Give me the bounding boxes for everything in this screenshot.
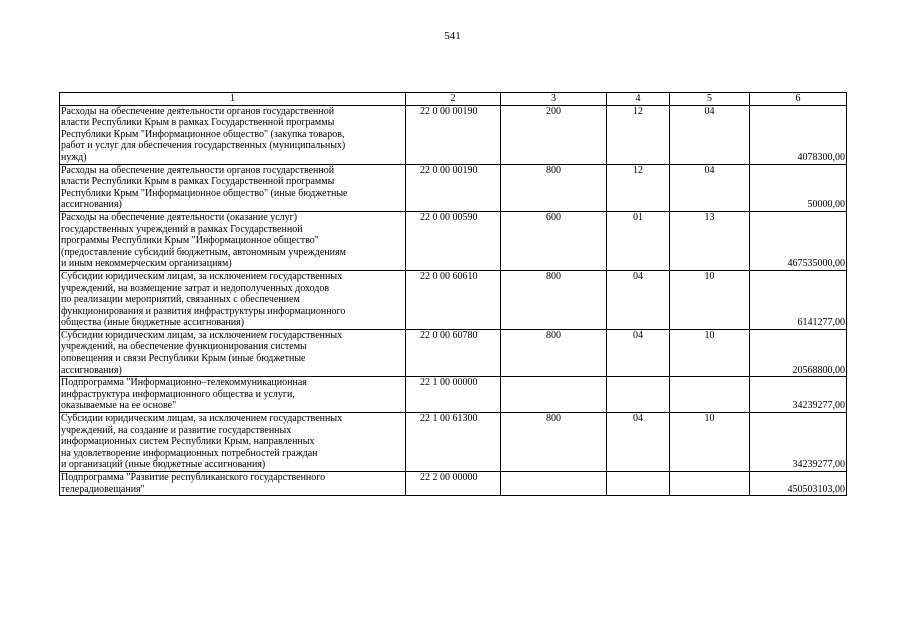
- row-col-5: 13: [670, 211, 750, 270]
- description-line: работ и услуг для обеспечения государственных (муниципальных): [61, 140, 346, 152]
- table-row: [60, 413, 847, 472]
- row-col-3: [501, 377, 607, 413]
- row-amount: 450503103,00: [750, 472, 847, 496]
- row-col-3: [501, 472, 607, 496]
- row-col-5: 10: [670, 413, 750, 472]
- row-col-5: 10: [670, 329, 750, 376]
- row-col-5: 10: [670, 270, 750, 329]
- row-description: [60, 472, 406, 496]
- row-code: 22 0 00 60780: [406, 329, 501, 376]
- description-line: власти Республики Крым в рамках Государственной программы: [61, 176, 335, 188]
- description-line: учреждений, на создание и развитие государственных: [61, 424, 292, 436]
- row-col-5: [670, 472, 750, 496]
- row-col-3: 800: [501, 329, 607, 376]
- row-amount: 467535000,00: [750, 211, 847, 270]
- table-row: [60, 105, 847, 164]
- page-number: 541: [444, 30, 461, 42]
- description-line: и иным некоммерческим организациям): [61, 258, 232, 270]
- row-amount: 50000,00: [750, 164, 847, 211]
- description-line: Субсидии юридическим лицам, за исключением государственных: [61, 329, 343, 341]
- description-line: инфраструктура информационного общества и услуги,: [61, 388, 295, 400]
- row-col-3: 800: [501, 270, 607, 329]
- row-col-4: 04: [607, 413, 670, 472]
- row-col-5: 04: [670, 164, 750, 211]
- header-col-2: 2: [406, 93, 501, 106]
- description-line: Республики Крым "Информационное общество" (иные бюджетные: [61, 187, 348, 199]
- row-col-3: 800: [501, 164, 607, 211]
- description-line: Подпрограмма "Информационно–телекоммуникационная: [61, 377, 307, 389]
- row-col-3: 600: [501, 211, 607, 270]
- description-line: учреждений, на возмещение затрат и недополученных доходов: [61, 282, 330, 294]
- header-col-5: 5: [670, 93, 750, 106]
- header-col-3: 3: [501, 93, 607, 106]
- description-line: ассигнования): [61, 364, 122, 376]
- row-amount: 6141277,00: [750, 270, 847, 329]
- budget-table: [59, 92, 847, 496]
- description-line: Расходы на обеспечение деятельности (оказание услуг): [61, 211, 298, 223]
- row-code: 22 1 00 00000: [406, 377, 501, 413]
- description-line: Республики Крым "Информационное общество" (закупка товаров,: [61, 128, 345, 140]
- row-description: [60, 270, 406, 329]
- row-code: 22 0 00 00190: [406, 164, 501, 211]
- row-description: [60, 329, 406, 376]
- description-line: по реализации мероприятий, связанных с обеспечением: [61, 294, 300, 306]
- description-line: программы Республики Крым "Информационное общество": [61, 235, 319, 247]
- description-line: Субсидии юридическим лицам, за исключением государственных: [61, 413, 343, 425]
- row-description: [60, 377, 406, 413]
- table-row: [60, 377, 847, 413]
- row-col-4: [607, 377, 670, 413]
- row-amount: 20568800,00: [750, 329, 847, 376]
- table-row: [60, 211, 847, 270]
- header-col-6: 6: [750, 93, 847, 106]
- description-line: Расходы на обеспечение деятельности органов государственной: [61, 105, 335, 117]
- description-line: ассигнования): [61, 199, 122, 211]
- row-col-3: 800: [501, 413, 607, 472]
- description-line: функционирования и развития инфраструктуры информационного: [61, 305, 346, 317]
- description-line: учреждений, на обеспечение функционирования системы: [61, 341, 307, 353]
- row-description: [60, 105, 406, 164]
- description-line: телерадиовещания": [61, 483, 145, 495]
- description-line: власти Республики Крым в рамках Государственной программы: [61, 117, 335, 129]
- description-line: оповещения и связи Республики Крым (иные бюджетные: [61, 353, 306, 365]
- row-code: 22 1 00 61300: [406, 413, 501, 472]
- row-code: 22 2 00 00000: [406, 472, 501, 496]
- row-col-4: 04: [607, 329, 670, 376]
- row-description: [60, 211, 406, 270]
- table-row: [60, 270, 847, 329]
- row-amount: 34239277,00: [750, 377, 847, 413]
- description-line: оказываемые на ее основе": [61, 400, 177, 412]
- description-line: нужд): [61, 151, 87, 163]
- description-line: информационных систем Республики Крым, направленных: [61, 436, 315, 448]
- description-line: государственных учреждений в рамках Государственной: [61, 223, 303, 235]
- row-col-5: [670, 377, 750, 413]
- table-row: [60, 472, 847, 496]
- row-code: 22 0 00 60610: [406, 270, 501, 329]
- table-row: [60, 329, 847, 376]
- row-amount: 4078300,00: [750, 105, 847, 164]
- description-line: и организаций (иные бюджетные ассигнования): [61, 459, 266, 471]
- row-col-4: 01: [607, 211, 670, 270]
- row-code: 22 0 00 00190: [406, 105, 501, 164]
- header-row: [60, 93, 847, 106]
- header-col-4: 4: [607, 93, 670, 106]
- description-line: Расходы на обеспечение деятельности органов государственной: [61, 164, 335, 176]
- row-amount: 34239277,00: [750, 413, 847, 472]
- description-line: общества (иные бюджетные ассигнования): [61, 317, 245, 329]
- row-col-5: 04: [670, 105, 750, 164]
- row-col-4: [607, 472, 670, 496]
- row-code: 22 0 00 00590: [406, 211, 501, 270]
- row-col-3: 200: [501, 105, 607, 164]
- description-line: (предоставление субсидий бюджетным, автономным учреждениям: [61, 246, 346, 258]
- row-col-4: 12: [607, 164, 670, 211]
- description-line: Субсидии юридическим лицам, за исключением государственных: [61, 270, 343, 282]
- table-row: [60, 164, 847, 211]
- row-description: [60, 164, 406, 211]
- row-col-4: 12: [607, 105, 670, 164]
- description-line: на удовлетворение информационных потребностей граждан: [61, 447, 318, 459]
- header-col-1: 1: [60, 93, 406, 106]
- row-description: [60, 413, 406, 472]
- row-col-4: 04: [607, 270, 670, 329]
- description-line: Подпрограмма "Развитие республиканского государственного: [61, 472, 326, 483]
